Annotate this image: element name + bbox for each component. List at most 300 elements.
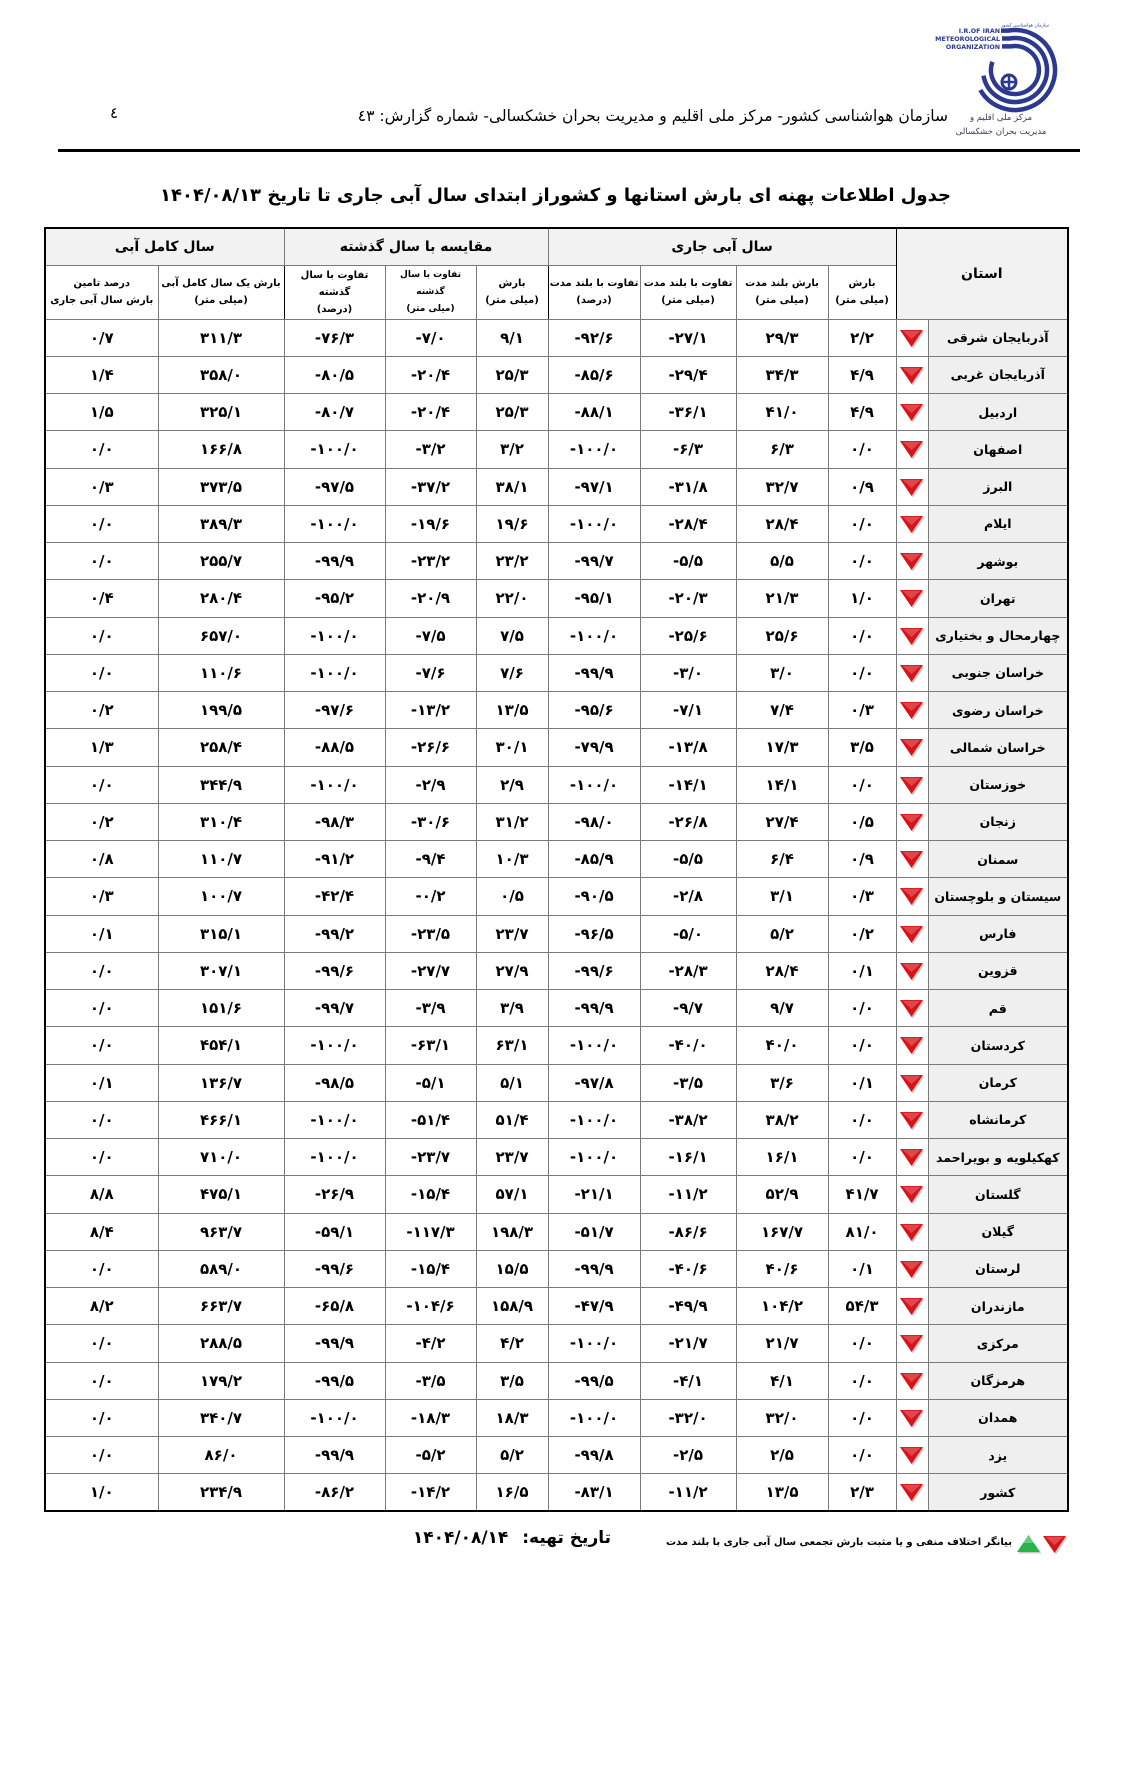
triangle-down-icon (899, 1444, 925, 1466)
indicator-cell (896, 729, 928, 766)
province-name: زنجان (928, 803, 1068, 840)
diff-longterm-pct-cell: -۵۱/۷ (548, 1213, 640, 1250)
header-precip (828, 265, 896, 319)
precip-full-year-cell: ۳۱۰/۴ (158, 803, 284, 840)
diff-longterm-mm-cell: -۱۶/۱ (640, 1139, 736, 1176)
diff-longterm-mm-cell: -۲/۸ (640, 878, 736, 915)
precip-full-year-cell: ۲۵۵/۷ (158, 543, 284, 580)
precip-full-year-cell: ۶۵۷/۰ (158, 617, 284, 654)
precip-full-year-cell: ۱۷۹/۲ (158, 1362, 284, 1399)
indicator-cell (896, 692, 928, 729)
precip-longterm-cell: ۳۸/۲ (736, 1101, 828, 1138)
triangle-down-icon (899, 364, 925, 386)
triangle-down-icon (899, 587, 925, 609)
diff-last-year-pct-cell: -۹۹/۹ (284, 1325, 385, 1362)
indicator-cell (896, 394, 928, 431)
precip-longterm-cell: ۳/۶ (736, 1064, 828, 1101)
precip-full-year-cell: ۲۵۸/۴ (158, 729, 284, 766)
diff-longterm-pct-cell: -۱۰۰/۰ (548, 766, 640, 803)
precip-full-year-cell: ۳۸۹/۳ (158, 505, 284, 542)
supply-pct-cell: ۰/۰ (45, 431, 158, 468)
precip-cell: ۰/۰ (828, 1399, 896, 1436)
diff-longterm-pct-cell: -۱۰۰/۰ (548, 431, 640, 468)
diff-last-year-mm-cell: -۲۰/۹ (385, 580, 476, 617)
legend-triangle-down-icon (1042, 1533, 1068, 1555)
diff-longterm-mm-cell: -۳۱/۸ (640, 468, 736, 505)
precip-last-year-cell: ۲۷/۹ (476, 952, 548, 989)
supply-pct-cell: ۰/۰ (45, 1027, 158, 1064)
header-diff-last-year-pct (284, 265, 385, 319)
diff-longterm-pct-cell: -۸۵/۹ (548, 841, 640, 878)
precip-longterm-cell: ۳۲/۷ (736, 468, 828, 505)
diff-last-year-pct-cell: -۸۰/۵ (284, 356, 385, 393)
diff-last-year-mm-cell: -۵/۱ (385, 1064, 476, 1101)
precip-full-year-cell: ۲۳۴/۹ (158, 1474, 284, 1511)
precip-cell: ۰/۲ (828, 915, 896, 952)
header-label: تفاوت با بلند مدت (643, 278, 733, 289)
table-row (45, 990, 1068, 1027)
diff-longterm-pct-cell: -۱۰۰/۰ (548, 617, 640, 654)
precip-last-year-cell: ۱۳/۵ (476, 692, 548, 729)
table-title: جدول اطلاعات پهنه ای بارش استانها و کشوراز ابتدای سال آبی جاری تا تاریخ ۱۴۰۴/۰۸/۱۳ (160, 185, 951, 206)
diff-longterm-pct-cell: -۹۵/۱ (548, 580, 640, 617)
precip-full-year-cell: ۹۶۳/۷ (158, 1213, 284, 1250)
triangle-down-icon (899, 997, 925, 1019)
precip-last-year-cell: ۵۷/۱ (476, 1176, 548, 1213)
indicator-cell (896, 468, 928, 505)
diff-longterm-pct-cell: -۹۹/۹ (548, 654, 640, 691)
diff-longterm-mm-cell: -۷/۱ (640, 692, 736, 729)
precip-cell: ۱/۰ (828, 580, 896, 617)
triangle-down-icon (899, 401, 925, 423)
table-row (45, 356, 1068, 393)
diff-longterm-mm-cell: -۱۳/۸ (640, 729, 736, 766)
diff-last-year-pct-cell: -۱۰۰/۰ (284, 766, 385, 803)
precip-full-year-cell: ۳۵۸/۰ (158, 356, 284, 393)
diff-last-year-pct-cell: -۸۶/۲ (284, 1474, 385, 1511)
precip-cell: ۴/۹ (828, 356, 896, 393)
supply-pct-cell: ۸/۸ (45, 1176, 158, 1213)
precip-full-year-cell: ۳۱۱/۳ (158, 319, 284, 356)
table-row (45, 1101, 1068, 1138)
diff-last-year-mm-cell: -۳/۹ (385, 990, 476, 1027)
precip-cell: ۰/۰ (828, 1027, 896, 1064)
diff-last-year-mm-cell: -۲۷/۷ (385, 952, 476, 989)
province-name: مرکزی (928, 1325, 1068, 1362)
diff-longterm-pct-cell: -۱۰۰/۰ (548, 1101, 640, 1138)
precip-full-year-cell: ۳۴۴/۹ (158, 766, 284, 803)
precip-cell: ۴/۹ (828, 394, 896, 431)
diff-longterm-mm-cell: -۵/۰ (640, 915, 736, 952)
supply-pct-cell: ۰/۰ (45, 766, 158, 803)
triangle-down-icon (899, 1183, 925, 1205)
supply-pct-cell: ۰/۰ (45, 1250, 158, 1287)
precip-full-year-cell: ۸۶/۰ (158, 1437, 284, 1474)
diff-last-year-pct-cell: -۹۵/۲ (284, 580, 385, 617)
precip-longterm-cell: ۶/۳ (736, 431, 828, 468)
precip-cell: ۵۴/۳ (828, 1288, 896, 1325)
triangle-down-icon (899, 960, 925, 982)
precip-cell: ۰/۰ (828, 505, 896, 542)
supply-pct-cell: ۰/۲ (45, 803, 158, 840)
precip-full-year-cell: ۴۵۴/۱ (158, 1027, 284, 1064)
precip-cell: ۳/۵ (828, 729, 896, 766)
header-precip-full-year (158, 265, 284, 319)
table-header (45, 228, 1068, 319)
diff-longterm-pct-cell: -۹۷/۱ (548, 468, 640, 505)
indicator-cell (896, 580, 928, 617)
triangle-down-icon (899, 513, 925, 535)
diff-last-year-pct-cell: -۹۹/۷ (284, 990, 385, 1027)
supply-pct-cell: ۰/۳ (45, 878, 158, 915)
diff-longterm-pct-cell: -۱۰۰/۰ (548, 1325, 640, 1362)
triangle-down-icon (899, 1258, 925, 1280)
diff-last-year-mm-cell: -۲۳/۲ (385, 543, 476, 580)
province-name: خراسان رضوی (928, 692, 1068, 729)
precip-full-year-cell: ۱۹۹/۵ (158, 692, 284, 729)
precip-full-year-cell: ۵۸۹/۰ (158, 1250, 284, 1287)
diff-longterm-pct-cell: -۹۰/۵ (548, 878, 640, 915)
diff-longterm-mm-cell: -۹/۷ (640, 990, 736, 1027)
supply-pct-cell: ۰/۰ (45, 1101, 158, 1138)
table-row (45, 580, 1068, 617)
diff-last-year-mm-cell: -۳/۲ (385, 431, 476, 468)
diff-longterm-pct-cell: -۹۹/۹ (548, 1250, 640, 1287)
diff-last-year-pct-cell: -۹۸/۵ (284, 1064, 385, 1101)
province-name: کرمانشاه (928, 1101, 1068, 1138)
diff-last-year-pct-cell: -۸۸/۵ (284, 729, 385, 766)
diff-longterm-pct-cell: -۹۲/۶ (548, 319, 640, 356)
precip-last-year-cell: ۳۰/۱ (476, 729, 548, 766)
table-row (45, 729, 1068, 766)
logo-caption-line-2: مدیریت بحران خشکسالی (955, 127, 1047, 137)
table-row (45, 1362, 1068, 1399)
precip-last-year-cell: ۱۸/۳ (476, 1399, 548, 1436)
diff-last-year-mm-cell: -۱۰۴/۶ (385, 1288, 476, 1325)
precip-full-year-cell: ۴۶۶/۱ (158, 1101, 284, 1138)
diff-longterm-mm-cell: -۵/۵ (640, 841, 736, 878)
supply-pct-cell: ۰/۰ (45, 1139, 158, 1176)
province-name: قزوین (928, 952, 1068, 989)
supply-pct-cell: ۰/۲ (45, 692, 158, 729)
prepared-date-label: تاریخ تهیه: (522, 1528, 611, 1548)
precip-longterm-cell: ۲۱/۷ (736, 1325, 828, 1362)
diff-longterm-mm-cell: -۲۵/۶ (640, 617, 736, 654)
precip-last-year-cell: ۳۱/۲ (476, 803, 548, 840)
logo-en-line-1: I.R.OF IRAN (958, 28, 1000, 35)
precip-longterm-cell: ۳۲/۰ (736, 1399, 828, 1436)
province-name: اردبیل (928, 394, 1068, 431)
supply-pct-cell: ۸/۲ (45, 1288, 158, 1325)
precip-last-year-cell: ۱۶/۵ (476, 1474, 548, 1511)
precip-last-year-cell: ۱۵/۵ (476, 1250, 548, 1287)
prepared-date-value: ۱۴۰۴/۰۸/۱۴ (412, 1528, 509, 1548)
header-unit: (میلی متر) (406, 303, 455, 314)
triangle-down-icon (899, 1109, 925, 1131)
diff-longterm-pct-cell: -۱۰۰/۰ (548, 505, 640, 542)
precip-cell: ۲/۲ (828, 319, 896, 356)
precip-last-year-cell: ۷/۵ (476, 617, 548, 654)
header-group-full-year: سال کامل آبی (45, 228, 284, 265)
indicator-cell (896, 617, 928, 654)
province-name: کردستان (928, 1027, 1068, 1064)
indicator-cell (896, 1288, 928, 1325)
diff-last-year-pct-cell: -۹۹/۶ (284, 1250, 385, 1287)
header-unit: (میلی متر) (661, 295, 715, 306)
precip-full-year-cell: ۲۸۸/۵ (158, 1325, 284, 1362)
table-row (45, 654, 1068, 691)
indicator-cell (896, 1213, 928, 1250)
province-name: لرستان (928, 1250, 1068, 1287)
diff-last-year-pct-cell: -۹۹/۹ (284, 1437, 385, 1474)
header-unit: (میلی متر) (194, 295, 248, 306)
precip-longterm-cell: ۱۶۷/۷ (736, 1213, 828, 1250)
precip-cell: ۰/۰ (828, 1437, 896, 1474)
page-number: ٤ (110, 104, 119, 122)
report-header: سازمان هواشناسی کشور- مرکز ملی اقلیم و مدیریت بحران خشکسالی- شماره گزارش: ٤٣ (357, 107, 948, 125)
triangle-down-icon (899, 923, 925, 945)
triangle-down-icon (899, 1146, 925, 1168)
diff-last-year-mm-cell: -۷/۵ (385, 617, 476, 654)
precip-last-year-cell: ۳/۵ (476, 1362, 548, 1399)
precip-last-year-cell: ۲۳/۲ (476, 543, 548, 580)
supply-pct-cell: ۰/۸ (45, 841, 158, 878)
diff-longterm-mm-cell: -۳۸/۲ (640, 1101, 736, 1138)
province-name: خوزستان (928, 766, 1068, 803)
diff-last-year-pct-cell: -۱۰۰/۰ (284, 431, 385, 468)
diff-last-year-pct-cell: -۶۵/۸ (284, 1288, 385, 1325)
precip-longterm-cell: ۴۱/۰ (736, 394, 828, 431)
indicator-cell (896, 505, 928, 542)
diff-longterm-mm-cell: -۱۴/۱ (640, 766, 736, 803)
triangle-down-icon (899, 736, 925, 758)
diff-longterm-pct-cell: -۹۹/۵ (548, 1362, 640, 1399)
table-row (45, 1437, 1068, 1474)
table-row (45, 394, 1068, 431)
supply-pct-cell: ۰/۰ (45, 654, 158, 691)
triangle-down-icon (899, 1034, 925, 1056)
precip-last-year-cell: ۳/۲ (476, 431, 548, 468)
precip-full-year-cell: ۳۲۵/۱ (158, 394, 284, 431)
diff-last-year-mm-cell: -۱۹/۶ (385, 505, 476, 542)
precip-last-year-cell: ۵۱/۴ (476, 1101, 548, 1138)
diff-last-year-mm-cell: -۹/۴ (385, 841, 476, 878)
indicator-cell (896, 431, 928, 468)
supply-pct-cell: ۰/۴ (45, 580, 158, 617)
diff-last-year-mm-cell: -۱۱۷/۳ (385, 1213, 476, 1250)
indicator-cell (896, 1064, 928, 1101)
precip-longterm-cell: ۴۰/۶ (736, 1250, 828, 1287)
supply-pct-cell: ۰/۰ (45, 617, 158, 654)
precip-longterm-cell: ۲۸/۴ (736, 952, 828, 989)
province-name: اصفهان (928, 431, 1068, 468)
precip-cell: ۰/۹ (828, 468, 896, 505)
precip-last-year-cell: ۱۹۸/۳ (476, 1213, 548, 1250)
precip-cell: ۰/۱ (828, 1064, 896, 1101)
diff-last-year-pct-cell: -۹۱/۲ (284, 841, 385, 878)
province-name: فارس (928, 915, 1068, 952)
precip-full-year-cell: ۱۳۶/۷ (158, 1064, 284, 1101)
diff-last-year-pct-cell: -۱۰۰/۰ (284, 654, 385, 691)
precipitation-table (44, 227, 1069, 1512)
diff-longterm-pct-cell: -۹۷/۸ (548, 1064, 640, 1101)
indicator-cell (896, 1437, 928, 1474)
table-row (45, 878, 1068, 915)
logo-caption (946, 111, 1056, 139)
prepared-date (413, 1528, 611, 1548)
precip-cell: ۰/۰ (828, 431, 896, 468)
table-row (45, 1064, 1068, 1101)
logo-caption-line-1: مرکز ملی اقلیم و (969, 113, 1033, 123)
diff-last-year-mm-cell: -۰/۲ (385, 878, 476, 915)
diff-longterm-mm-cell: -۱۱/۲ (640, 1474, 736, 1511)
precip-last-year-cell: ۲۳/۷ (476, 1139, 548, 1176)
precip-last-year-cell: ۳/۹ (476, 990, 548, 1027)
precip-cell: ۸۱/۰ (828, 1213, 896, 1250)
precip-cell: ۰/۰ (828, 1362, 896, 1399)
diff-last-year-pct-cell: -۹۹/۲ (284, 915, 385, 952)
table-row (45, 1213, 1068, 1250)
indicator-cell (896, 1399, 928, 1436)
indicator-cell (896, 1176, 928, 1213)
precip-cell: ۰/۰ (828, 766, 896, 803)
table-row (45, 505, 1068, 542)
diff-longterm-mm-cell: -۴۰/۶ (640, 1250, 736, 1287)
table-row (45, 1027, 1068, 1064)
table-row (45, 543, 1068, 580)
diff-last-year-mm-cell: -۵/۲ (385, 1437, 476, 1474)
precip-longterm-cell: ۵/۵ (736, 543, 828, 580)
header-label: بارش یک سال کامل آبی (161, 278, 281, 289)
precip-longterm-cell: ۵۲/۹ (736, 1176, 828, 1213)
diff-last-year-mm-cell: -۳۰/۶ (385, 803, 476, 840)
diff-last-year-mm-cell: -۷/۰ (385, 319, 476, 356)
triangle-down-icon (899, 848, 925, 870)
precip-full-year-cell: ۳۱۵/۱ (158, 915, 284, 952)
diff-last-year-mm-cell: -۳۷/۲ (385, 468, 476, 505)
supply-pct-cell: ۰/۰ (45, 505, 158, 542)
diff-last-year-pct-cell: -۱۰۰/۰ (284, 617, 385, 654)
precip-longterm-cell: ۱۷/۳ (736, 729, 828, 766)
precip-last-year-cell: ۵/۱ (476, 1064, 548, 1101)
diff-last-year-pct-cell: -۴۲/۴ (284, 878, 385, 915)
diff-longterm-mm-cell: -۳/۰ (640, 654, 736, 691)
province-name: یزد (928, 1437, 1068, 1474)
diff-last-year-mm-cell: -۱۵/۴ (385, 1250, 476, 1287)
diff-longterm-pct-cell: -۲۱/۱ (548, 1176, 640, 1213)
precip-longterm-cell: ۶/۴ (736, 841, 828, 878)
logo-en-line-3: ORGANIZATION (945, 44, 1000, 51)
diff-longterm-pct-cell: -۹۹/۹ (548, 990, 640, 1027)
province-name: کرمان (928, 1064, 1068, 1101)
triangle-down-icon (899, 774, 925, 796)
precip-full-year-cell: ۲۸۰/۴ (158, 580, 284, 617)
table-row (45, 915, 1068, 952)
province-name: سمنان (928, 841, 1068, 878)
precip-last-year-cell: ۱۹/۶ (476, 505, 548, 542)
indicator-cell (896, 952, 928, 989)
header-group-last-year: مقایسه با سال گذشته (284, 228, 548, 265)
header-precip-last-year (476, 265, 548, 319)
diff-last-year-pct-cell: -۹۷/۵ (284, 468, 385, 505)
header-unit: (میلی متر) (835, 295, 889, 306)
diff-longterm-pct-cell: -۸۳/۱ (548, 1474, 640, 1511)
indicator-cell (896, 543, 928, 580)
diff-last-year-pct-cell: -۱۰۰/۰ (284, 1139, 385, 1176)
header-label: تفاوت با سال گذشته (300, 269, 369, 298)
table-row (45, 617, 1068, 654)
diff-last-year-mm-cell: -۵۱/۴ (385, 1101, 476, 1138)
diff-last-year-mm-cell: -۲۰/۴ (385, 356, 476, 393)
table-row (45, 803, 1068, 840)
province-name: خراسان شمالی (928, 729, 1068, 766)
diff-longterm-pct-cell: -۱۰۰/۰ (548, 1399, 640, 1436)
province-name: البرز (928, 468, 1068, 505)
province-name: هرمزگان (928, 1362, 1068, 1399)
triangle-down-icon (899, 699, 925, 721)
precip-longterm-cell: ۳۴/۳ (736, 356, 828, 393)
precip-full-year-cell: ۶۶۳/۷ (158, 1288, 284, 1325)
diff-longterm-pct-cell: -۱۰۰/۰ (548, 1139, 640, 1176)
precip-cell: ۰/۰ (828, 990, 896, 1027)
diff-longterm-mm-cell: -۲/۵ (640, 1437, 736, 1474)
supply-pct-cell: ۰/۱ (45, 915, 158, 952)
indicator-cell (896, 356, 928, 393)
diff-longterm-mm-cell: -۴۰/۰ (640, 1027, 736, 1064)
diff-longterm-mm-cell: -۲۶/۸ (640, 803, 736, 840)
supply-pct-cell: ۰/۷ (45, 319, 158, 356)
header-province: استان (896, 228, 1068, 319)
precip-full-year-cell: ۱۰۰/۷ (158, 878, 284, 915)
header-label: درصد تامین (73, 278, 131, 289)
precip-last-year-cell: ۲/۹ (476, 766, 548, 803)
triangle-down-icon (899, 625, 925, 647)
diff-last-year-mm-cell: -۲/۹ (385, 766, 476, 803)
triangle-down-icon (899, 1332, 925, 1354)
diff-longterm-pct-cell: -۹۹/۶ (548, 952, 640, 989)
triangle-down-icon (899, 550, 925, 572)
precip-longterm-cell: ۵/۲ (736, 915, 828, 952)
supply-pct-cell: ۰/۰ (45, 1362, 158, 1399)
triangle-down-icon (899, 438, 925, 460)
group-header-row (45, 228, 1068, 265)
table-row (45, 431, 1068, 468)
province-name: کشور (928, 1474, 1068, 1511)
diff-last-year-mm-cell: -۳/۵ (385, 1362, 476, 1399)
precip-cell: ۰/۰ (828, 1325, 896, 1362)
diff-longterm-pct-cell: -۸۸/۱ (548, 394, 640, 431)
diff-last-year-mm-cell: -۱۳/۲ (385, 692, 476, 729)
precip-cell: ۰/۰ (828, 1139, 896, 1176)
precip-longterm-cell: ۱۳/۵ (736, 1474, 828, 1511)
diff-longterm-mm-cell: -۵/۵ (640, 543, 736, 580)
precip-full-year-cell: ۷۱۰/۰ (158, 1139, 284, 1176)
meteorological-organization-logo (925, 22, 1065, 114)
precip-longterm-cell: ۲۵/۶ (736, 617, 828, 654)
header-supply-pct (45, 265, 158, 319)
precip-longterm-cell: ۳/۱ (736, 878, 828, 915)
diff-last-year-pct-cell: -۱۰۰/۰ (284, 1027, 385, 1064)
precip-last-year-cell: ۱۵۸/۹ (476, 1288, 548, 1325)
diff-last-year-mm-cell: -۴/۲ (385, 1325, 476, 1362)
indicator-cell (896, 1474, 928, 1511)
diff-longterm-mm-cell: -۸۶/۶ (640, 1213, 736, 1250)
diff-last-year-pct-cell: -۹۹/۵ (284, 1362, 385, 1399)
precip-last-year-cell: ۲۳/۷ (476, 915, 548, 952)
diff-longterm-mm-cell: -۲۷/۱ (640, 319, 736, 356)
supply-pct-cell: ۱/۴ (45, 356, 158, 393)
legend-triangle-up-icon (1016, 1533, 1042, 1555)
